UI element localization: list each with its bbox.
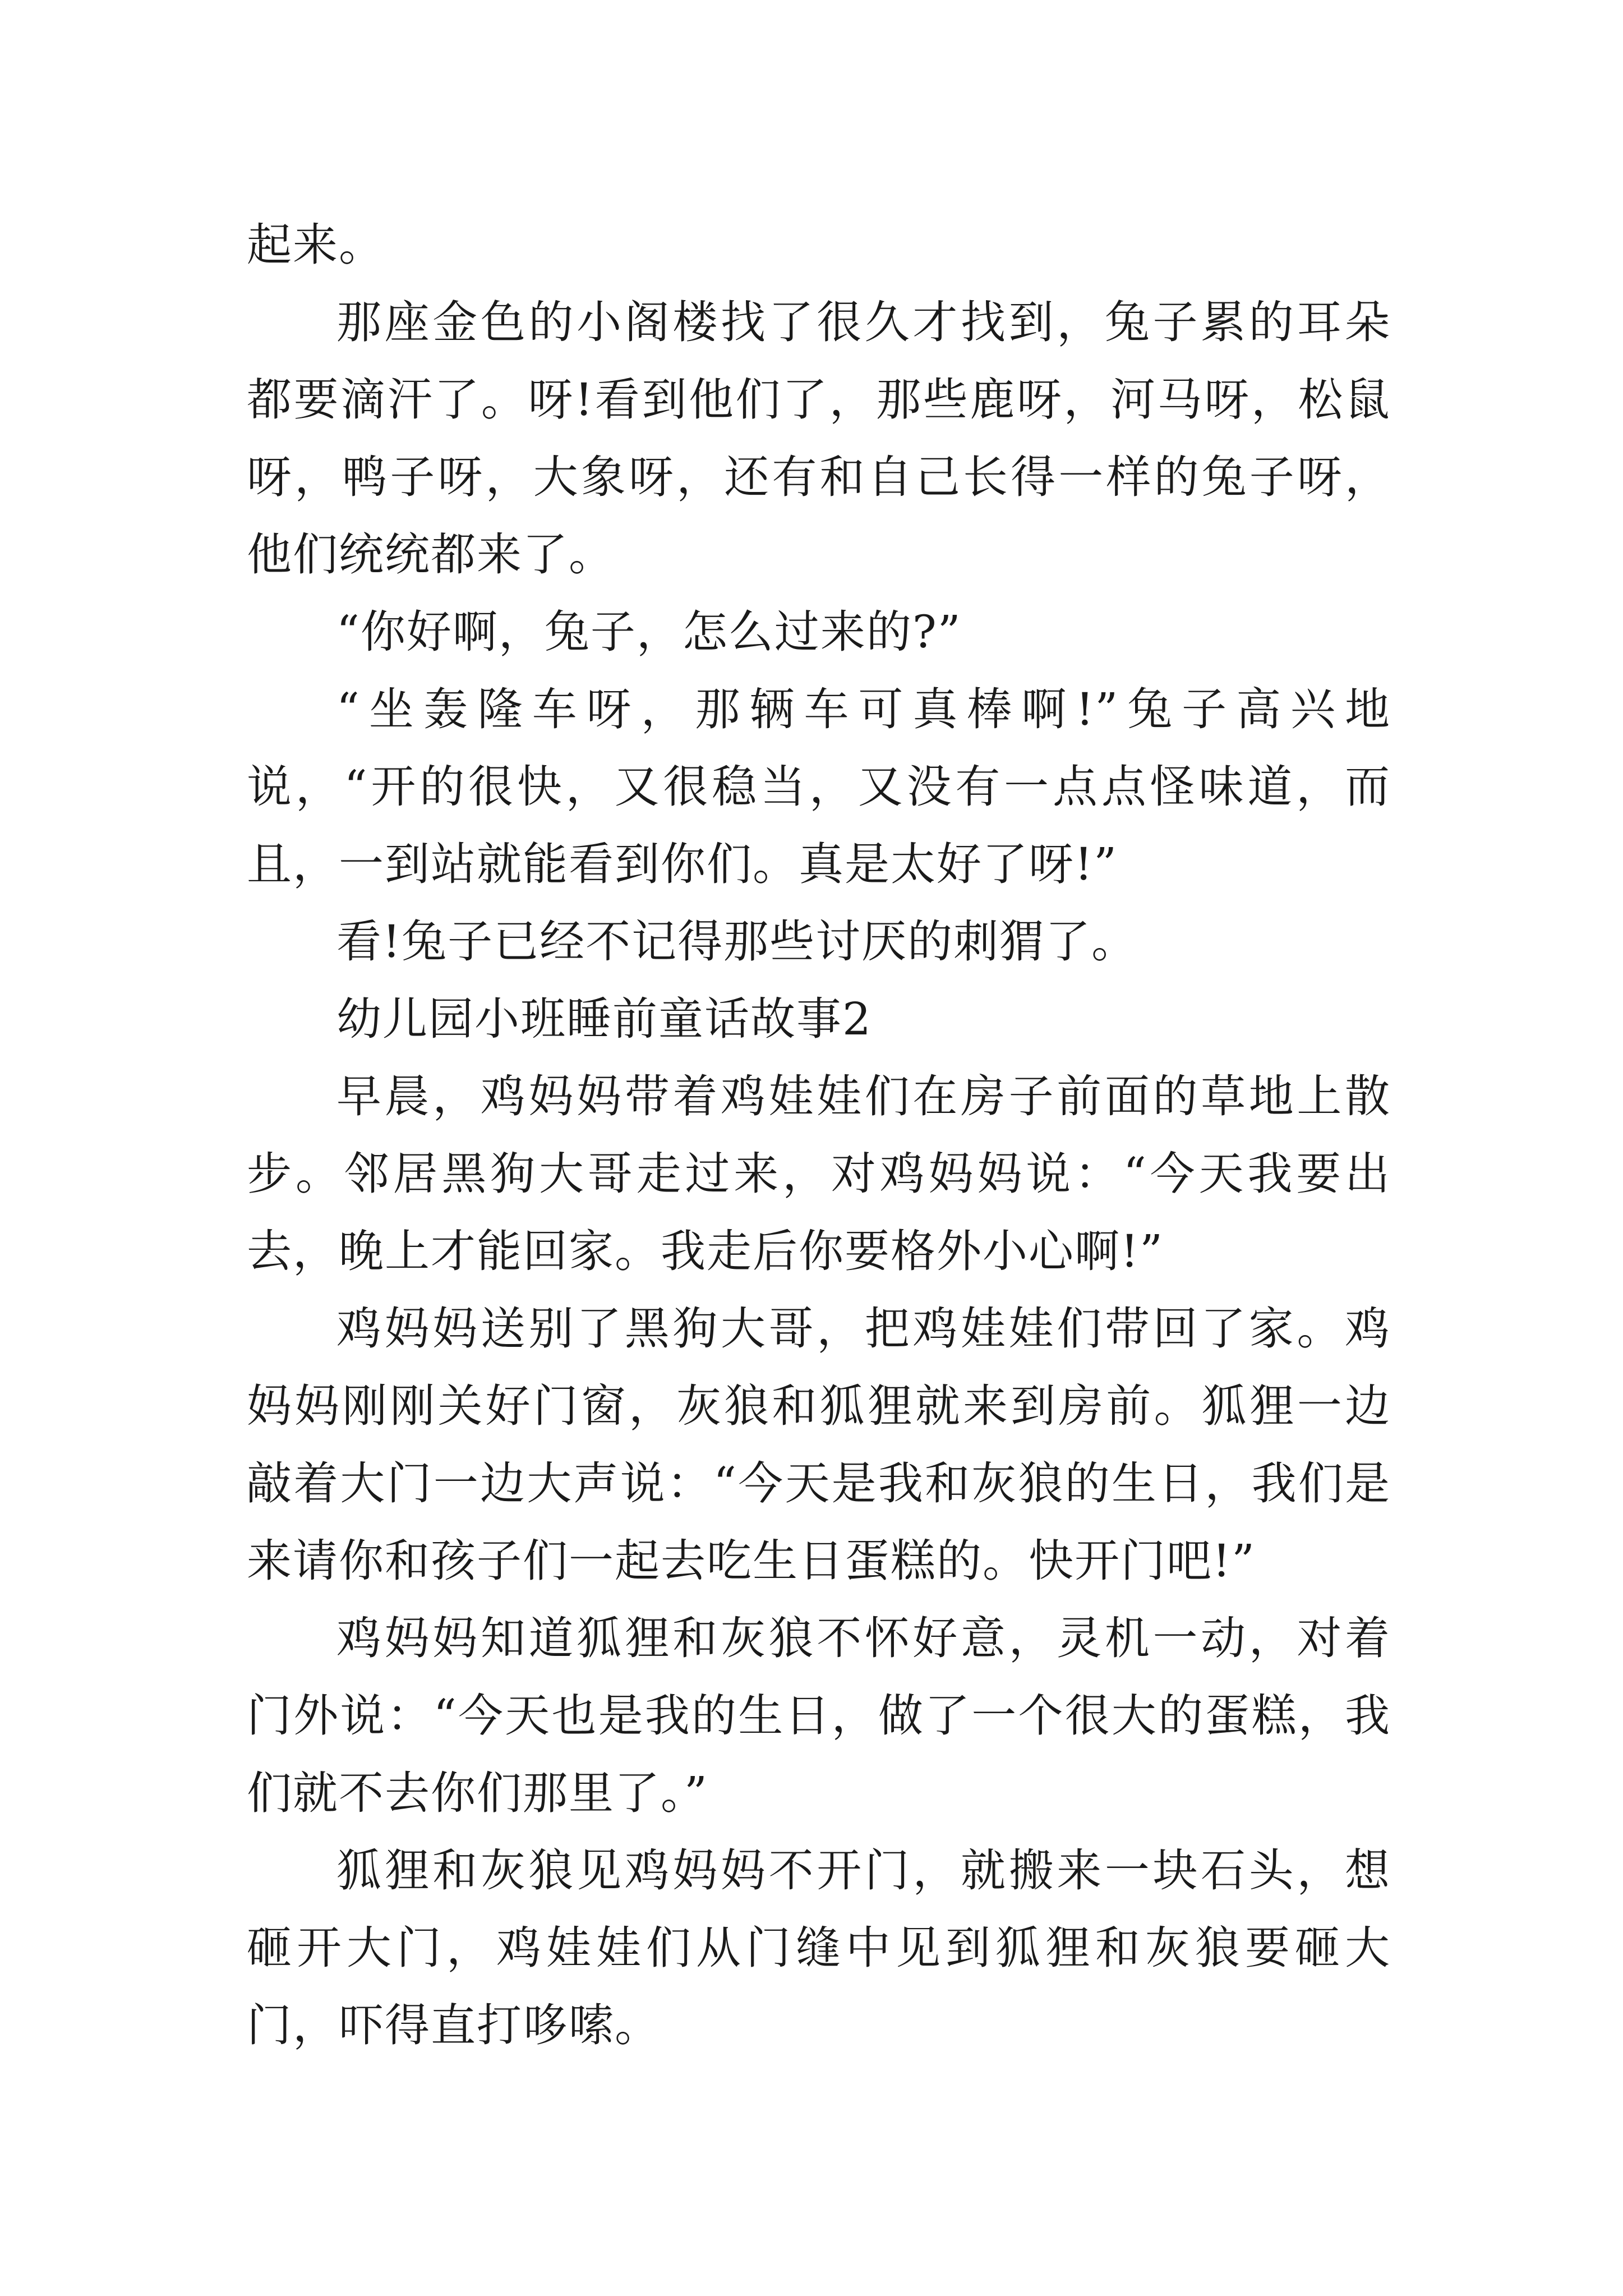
paragraph: 早晨，鸡妈妈带着鸡娃娃们在房子前面的草地上散步。邻居黑狗大哥走过来，对鸡妈妈说：“今天我要出去，晚上才能回家。我走后你要格外小心啊!”: [247, 1070, 1391, 1277]
paragraph: 看!兔子已经不记得那些讨厌的刺猬了。: [336, 915, 1138, 968]
paragraph: “坐轰隆车呀，那辆车可真棒啊!”兔子高兴地说，“开的很快，又很稳当，又没有一点点怪味道，而且，一到站就能看到你们。真是太好了呀!”: [247, 683, 1391, 890]
paragraph: 起来。: [247, 219, 385, 271]
paragraph: 狐狸和灰狼见鸡妈妈不开门，就搬来一块石头，想砸开大门，鸡娃娃们从门缝中见到狐狸和灰狼要砸大门，吓得直打哆嗦。: [247, 1844, 1391, 2051]
paragraph: 鸡妈妈送别了黑狗大哥，把鸡娃娃们带回了家。鸡妈妈刚刚关好门窗，灰狼和狐狸就来到房前。狐狸一边敲着大门一边大声说：“今天是我和灰狼的生日，我们是来请你和孩子们一起去吃生日蛋糕的。快开门吧!”: [247, 1303, 1391, 1587]
document-body: [247, 206, 1391, 2064]
story-heading: 幼儿园小班睡前童话故事2: [336, 993, 872, 1045]
paragraph: 鸡妈妈知道狐狸和灰狼不怀好意，灵机一动，对着门外说：“今天也是我的生日，做了一个很大的蛋糕，我们就不去你们那里了。”: [247, 1612, 1391, 1819]
paragraph: “你好啊，兔子，怎么过来的?”: [336, 606, 962, 658]
paragraph: 那座金色的小阁楼找了很久才找到，兔子累的耳朵都要滴汗了。呀!看到他们了，那些鹿呀，河马呀，松鼠呀，鸭子呀，大象呀，还有和自己长得一样的兔子呀，他们统统都来了。: [247, 296, 1391, 581]
